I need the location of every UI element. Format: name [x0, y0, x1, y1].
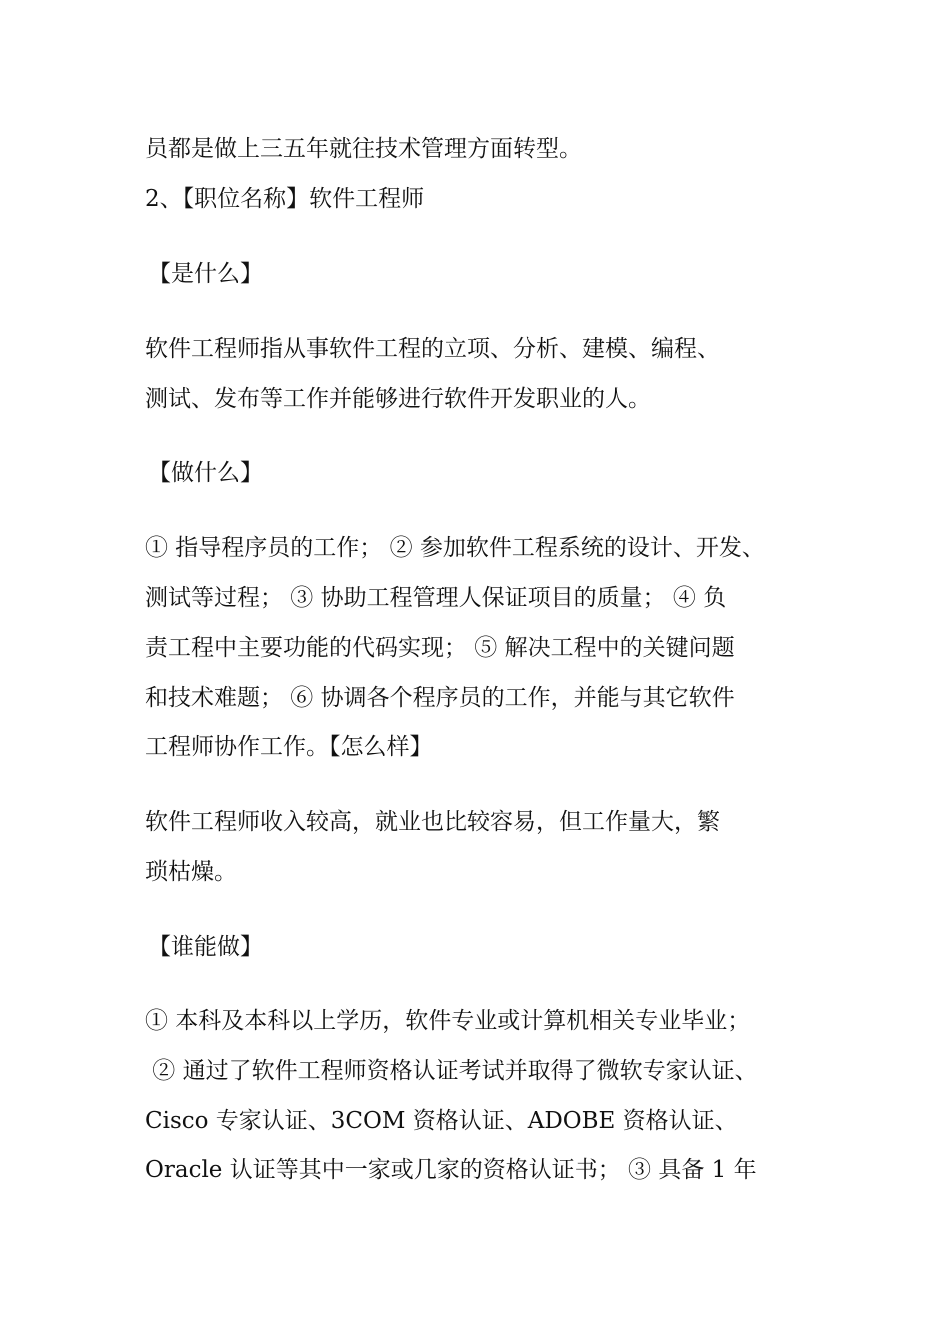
- subheading-who: 【谁能做】: [148, 934, 263, 960]
- paragraph-line: Oracle 认证等其中一家或几家的资格认证书； ③ 具备 1 年: [145, 1157, 757, 1183]
- paragraph-line: 测试等过程； ③ 协助工程管理人保证项目的质量； ④ 负: [145, 585, 727, 611]
- paragraph-line: 软件工程师指从事软件工程的立项、分析、建模、编程、: [145, 336, 720, 362]
- paragraph-line: ② 通过了软件工程师资格认证考试并取得了微软专家认证、: [145, 1058, 758, 1084]
- paragraph-line: 琐枯燥。: [145, 859, 237, 885]
- paragraph-line: 工程师协作工作。【怎么样】: [145, 734, 433, 760]
- paragraph-line: 责工程中主要功能的代码实现； ⑤ 解决工程中的关键问题: [145, 635, 735, 661]
- paragraph-line: ① 本科及本科以上学历，软件专业或计算机相关专业毕业；: [145, 1008, 751, 1034]
- section-title: 2、【职位名称】软件工程师: [145, 186, 425, 212]
- paragraph-line: 和技术难题； ⑥ 协调各个程序员的工作，并能与其它软件: [145, 685, 735, 711]
- subheading-what: 【是什么】: [148, 261, 263, 287]
- subheading-duties: 【做什么】: [148, 460, 263, 486]
- paragraph-line: ① 指导程序员的工作； ② 参加软件工程系统的设计、开发、: [145, 535, 765, 561]
- paragraph-line: 员都是做上三五年就往技术管理方面转型。: [145, 136, 582, 162]
- paragraph-line: 软件工程师收入较高，就业也比较容易，但工作量大，繁: [145, 809, 720, 835]
- paragraph-line: Cisco 专家认证、3COM 资格认证、ADOBE 资格认证、: [145, 1108, 738, 1134]
- paragraph-line: 测试、发布等工作并能够进行软件开发职业的人。: [145, 386, 651, 412]
